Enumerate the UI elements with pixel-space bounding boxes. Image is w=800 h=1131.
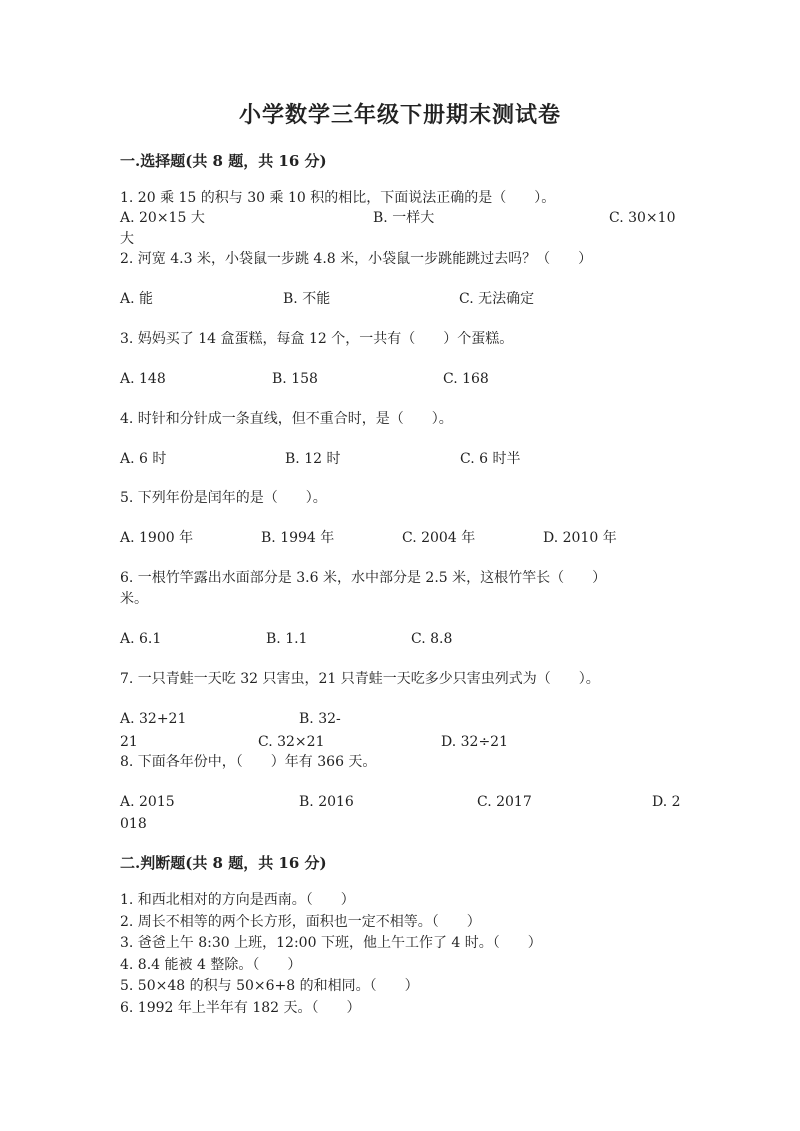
q4-option-b: B. 12 时	[285, 451, 341, 467]
q3-option-b: B. 158	[272, 371, 318, 387]
q5-option-a: A. 1900 年	[120, 530, 194, 546]
judge-question-2: 2. 周长不相等的两个长方形，面积也一定不相等。（ ）	[120, 914, 481, 930]
q7-option-c: C. 32×21	[258, 734, 325, 750]
page-title: 小学数学三年级下册期末测试卷	[238, 102, 561, 128]
question-3: 3. 妈妈买了 14 盒蛋糕，每盒 12 个，一共有（ ）个蛋糕。	[120, 331, 514, 347]
question-5: 5. 下列年份是闰年的是（ ）。	[120, 490, 327, 506]
q1-option-a: A. 20×15 大	[120, 210, 205, 226]
q7-option-b: B. 32-	[299, 711, 341, 727]
q7-option-a: A. 32+21	[120, 711, 187, 727]
q7-option-b-wrap: 21	[120, 734, 138, 750]
q1-option-c-wrap: 大	[120, 231, 134, 247]
q2-option-a: A. 能	[120, 291, 154, 307]
question-1: 1. 20 乘 15 的积与 30 乘 10 积的相比，下面说法正确的是（ ）。	[120, 190, 556, 206]
judge-question-3: 3. 爸爸上午 8:30 上班，12:00 下班，他上午工作了 4 时。（ ）	[120, 935, 542, 951]
question-4: 4. 时针和分针成一条直线，但不重合时，是（ ）。	[120, 411, 453, 427]
q8-option-c: C. 2017	[477, 794, 532, 810]
question-2: 2. 河宽 4.3 米，小袋鼠一步跳 4.8 米，小袋鼠一步跳能跳过去吗？（ ）	[120, 251, 593, 267]
q6-option-a: A. 6.1	[120, 631, 162, 647]
q4-option-a: A. 6 时	[120, 451, 167, 467]
q7-option-d: D. 32÷21	[441, 734, 508, 750]
q3-option-c: C. 168	[443, 371, 489, 387]
q2-option-c: C. 无法确定	[459, 291, 535, 307]
q2-option-b: B. 不能	[283, 291, 331, 307]
q6-option-c: C. 8.8	[411, 631, 453, 647]
q8-option-a: A. 2015	[120, 794, 175, 810]
q4-option-c: C. 6 时半	[460, 451, 521, 467]
q1-option-c: C. 30×10	[609, 210, 676, 226]
q1-option-b: B. 一样大	[373, 210, 435, 226]
question-8: 8. 下面各年份中，（ ）年有 366 天。	[120, 754, 377, 770]
question-7: 7. 一只青蛙一天吃 32 只害虫，21 只青蛙一天吃多少只害虫列式为（ ）。	[120, 671, 600, 687]
section-heading-choice: 一.选择题(共 8 题，共 16 分)	[120, 152, 327, 170]
judge-question-1: 1. 和西北相对的方向是西南。（ ）	[120, 892, 355, 908]
q8-option-d: D. 2	[652, 794, 681, 810]
question-6-wrap: 米。	[120, 591, 148, 607]
q5-option-b: B. 1994 年	[261, 530, 335, 546]
q3-option-a: A. 148	[120, 371, 166, 387]
judge-question-6: 6. 1992 年上半年有 182 天。（ ）	[120, 1000, 361, 1016]
q5-option-c: C. 2004 年	[402, 530, 476, 546]
judge-question-4: 4. 8.4 能被 4 整除。（ ）	[120, 957, 302, 973]
section-heading-judgement: 二.判断题(共 8 题，共 16 分)	[120, 854, 327, 872]
q8-option-b: B. 2016	[299, 794, 354, 810]
question-6: 6. 一根竹竿露出水面部分是 3.6 米，水中部分是 2.5 米，这根竹竿长（ ）	[120, 570, 607, 586]
q5-option-d: D. 2010 年	[543, 530, 617, 546]
q6-option-b: B. 1.1	[266, 631, 308, 647]
judge-question-5: 5. 50×48 的积与 50×6+8 的和相同。（ ）	[120, 978, 419, 994]
q8-option-d-wrap: 018	[120, 816, 147, 832]
